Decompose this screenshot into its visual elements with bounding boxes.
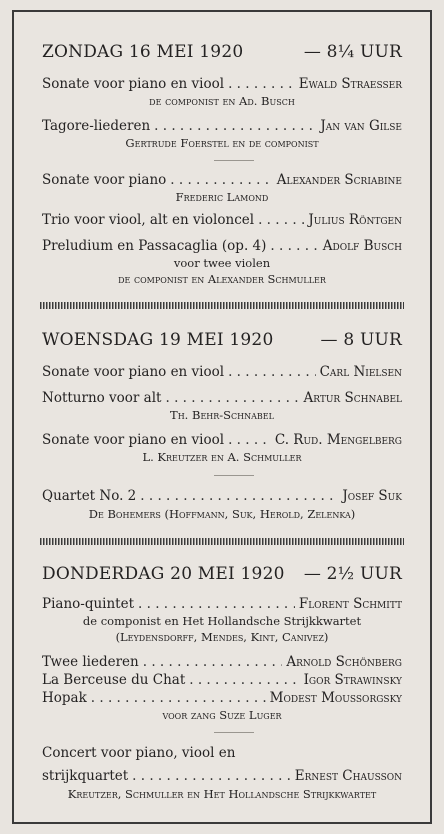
program-item xyxy=(42,364,402,382)
concert-time: — 8¼ UUR xyxy=(303,42,402,62)
composer: C. Rud. Mengelberg xyxy=(274,432,402,448)
leader-dots xyxy=(228,364,316,380)
ornamental-divider xyxy=(40,538,404,545)
leader-dots xyxy=(189,672,299,688)
program-page xyxy=(12,10,432,824)
work-title: Concert voor piano, viool en xyxy=(42,745,236,761)
divider xyxy=(214,475,254,476)
work-title: Preludium en Passacaglia (op. 4) xyxy=(42,238,267,254)
concert-date: WOENSDAG 19 MEI 1920 xyxy=(42,330,274,350)
performers: de componist en Het Hollandsche Strijkkwartet xyxy=(82,614,362,628)
leader-dots xyxy=(143,654,283,670)
work-title: strijkquartet xyxy=(42,768,129,784)
program-item xyxy=(42,212,402,230)
leader-dots xyxy=(154,118,316,134)
program-item xyxy=(42,488,402,506)
concert-time: — 2½ UUR xyxy=(303,564,402,584)
program-item xyxy=(42,172,402,190)
leader-dots xyxy=(140,488,338,504)
performers: L. Kreutzer en A. Schmuller xyxy=(142,450,302,464)
composer: Jan van Gilse xyxy=(320,118,402,134)
program-item xyxy=(42,390,402,408)
program-item xyxy=(42,76,402,94)
work-title: Piano-quintet xyxy=(42,596,135,612)
work-title: Tagore-liederen xyxy=(42,118,151,134)
work-title: Sonate voor piano xyxy=(42,172,167,188)
concert-time: — 8 UUR xyxy=(320,330,402,350)
program-item xyxy=(42,596,402,614)
composer: Artur Schnabel xyxy=(303,390,402,406)
performers: De Bohemers (Hoffmann, Suk, Herold, Zelenka) xyxy=(88,507,356,521)
work-title: Hopak xyxy=(42,690,87,706)
leader-dots xyxy=(170,172,273,188)
program-item xyxy=(42,238,402,256)
performers: de componist en Alexander Schmuller xyxy=(118,272,326,286)
concert-date: DONDERDAG 20 MEI 1920 xyxy=(42,564,285,584)
leader-dots xyxy=(132,768,291,784)
program-item xyxy=(42,768,402,786)
composer: Ewald Straesser xyxy=(298,76,402,92)
program-item xyxy=(42,690,402,708)
work-title: Twee liederen xyxy=(42,654,139,670)
work-title: Sonate voor piano en viool xyxy=(42,76,225,92)
composer: Alexander Scriabine xyxy=(276,172,402,188)
performers: Gertrude Foerstel en de componist xyxy=(125,136,319,150)
leader-dots xyxy=(91,690,266,706)
program-item xyxy=(42,672,402,690)
composer: Julius Röntgen xyxy=(308,212,402,228)
work-title: Notturno voor alt xyxy=(42,390,162,406)
concert-date: ZONDAG 16 MEI 1920 xyxy=(42,42,244,62)
work-title: Sonate voor piano en viool xyxy=(42,364,225,380)
composer: Adolf Busch xyxy=(322,238,402,254)
performers: Th. Behr-Schnabel xyxy=(170,408,274,422)
program-item xyxy=(42,745,402,763)
work-title: La Berceuse du Chat xyxy=(42,672,186,688)
instrumentation: voor twee violen xyxy=(173,256,271,270)
leader-dots xyxy=(258,212,304,228)
composer: Florent Schmitt xyxy=(298,596,402,612)
leader-dots xyxy=(270,238,318,254)
composer: Igor Strawinsky xyxy=(303,672,402,688)
work-title: Trio voor viool, alt en violoncel xyxy=(42,212,255,228)
performers-names: (Leydensdorff, Mendes, Kint, Canivez) xyxy=(115,630,329,644)
composer: Josef Suk xyxy=(342,488,402,504)
performers: Frederic Lamond xyxy=(175,190,269,204)
leader-dots xyxy=(165,390,299,406)
performers: voor zang Suze Luger xyxy=(162,708,282,722)
program-item xyxy=(42,118,402,136)
composer: Carl Nielsen xyxy=(319,364,402,380)
ornamental-divider xyxy=(40,302,404,309)
program-item xyxy=(42,654,402,672)
divider xyxy=(214,160,254,161)
composer: Ernest Chausson xyxy=(294,768,402,784)
composer: Arnold Schönberg xyxy=(286,654,402,670)
leader-dots xyxy=(138,596,295,612)
performers: de componist en Ad. Busch xyxy=(149,94,295,108)
work-title: Sonate voor piano en viool xyxy=(42,432,225,448)
leader-dots xyxy=(228,432,271,448)
divider xyxy=(214,732,254,733)
work-title: Quartet No. 2 xyxy=(42,488,137,504)
program-item xyxy=(42,432,402,450)
performers: Kreutzer, Schmuller en Het Hollandsche Strijkkwartet xyxy=(67,787,377,801)
leader-dots xyxy=(228,76,295,92)
composer: Modest Moussorgsky xyxy=(269,690,402,706)
